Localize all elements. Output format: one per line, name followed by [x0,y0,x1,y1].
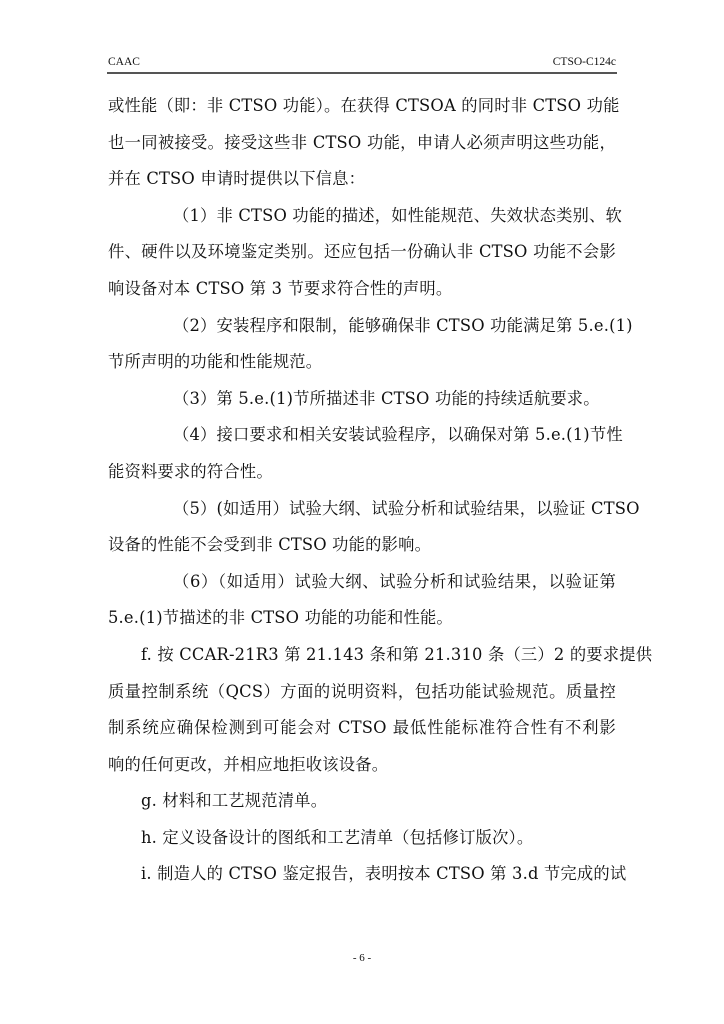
text-line: （6）（如适用）试验大纲、试验分析和试验结果，以验证第 [173,571,616,591]
text-line: 也一同被接受。接受这些非 CTSO 功能，申请人必须声明这些功能， [108,132,616,152]
header-doc-id: CTSO-C124c [552,56,616,68]
text-line: 并在 CTSO 申请时提供以下信息： [108,169,366,189]
page-number: - 6 - [352,952,372,964]
header-org: CAAC [108,56,140,68]
text-line: 质量控制系统（QCS）方面的说明资料，包括功能试验规范。质量控 [108,681,616,701]
text-line: 制系统应确保检测到可能会对 CTSO 最低性能标准符合性有不利影 [108,718,616,738]
text-line: 设备的性能不会受到非 CTSO 功能的影响。 [108,535,432,555]
text-line: 响的任何更改，并相应地拒收该设备。 [108,754,389,774]
text-line: 能资料要求的符合性。 [108,461,273,481]
text-line: （2）安装程序和限制，能够确保非 CTSO 功能满足第 5.e.(1) [173,315,633,335]
text-line: 5.e.(1)节描述的非 CTSO 功能的功能和性能。 [108,608,453,628]
page-header [107,52,617,74]
text-line: 或性能（即：非 CTSO 功能）。在获得 CTSOA 的同时非 CTSO 功能 [108,96,620,115]
text-line: i. 制造人的 CTSO 鉴定报告，表明按本 CTSO 第 3.d 节完成的试 [141,864,627,884]
text-line: （4）接口要求和相关安装试验程序，以确保对第 5.e.(1)节性 [173,425,623,445]
text-line: （3）第 5.e.(1)节所描述非 CTSO 功能的持续适航要求。 [173,388,600,408]
text-line: 响设备对本 CTSO 第 3 节要求符合性的声明。 [108,278,453,298]
text-line: g. 材料和工艺规范清单。 [141,791,328,811]
text-line: （1）非 CTSO 功能的描述，如性能规范、失效状态类别、软 [173,205,622,225]
text-line: （5）(如适用）试验大纲、试验分析和试验结果，以验证 CTSO [173,498,640,518]
text-line: h. 定义设备设计的图纸和工艺清单（包括修订版次）。 [141,827,534,847]
text-line: 节所声明的功能和性能规范。 [108,352,323,372]
document-body [108,88,653,893]
text-line: f. 按 CCAR-21R3 第 21.143 条和第 21.310 条（三）2 的要求提供 [141,644,653,664]
text-line: 件、硬件以及环境鉴定类别。还应包括一份确认非 CTSO 功能不会影 [108,242,616,262]
